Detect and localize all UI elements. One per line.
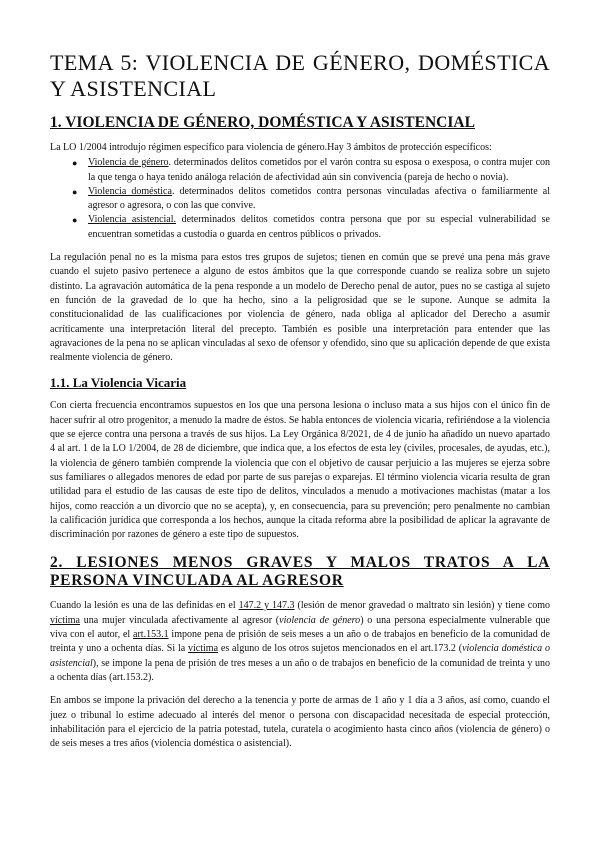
victim-term: víctima bbox=[188, 643, 219, 655]
text-run: impone pena de prisión de seis meses a un año o de trabajos en beneficio de la comunidad de treinta y uno a ochenta días. Si la bbox=[50, 629, 550, 655]
bullet-text: determinados delitos cometidos contra persona que por su especial vulnerabilidad se encuentran sometidas a custodia o guarda en centros públicos o privados. bbox=[88, 214, 550, 240]
text-run: Cuando la lesión es una de las definidas en el bbox=[50, 600, 239, 612]
section-1-intro: La LO 1/2004 introdujo régimen específico para violencia de género.Hay 3 ámbitos de protección específicos: bbox=[50, 142, 492, 153]
bullet-icon: ● bbox=[72, 215, 78, 226]
section-1-1-paragraph: Con cierta frecuencia encontramos supuestos en los que una persona lesiona o incluso mata a sus hijos con el único fin de hacer sufrir al otro progenitor, a menudo la madre de éstos. Se habla entonces de violencia vicaria, refiriéndose a la violencia que se ejerce contra una persona a través de sus hijos. La Ley Orgánica 8/2021, de 4 de junio ha añadido un nuevo apartado 4 al art. 1 de la LO 1/2004, de 28 de diciembre, que indica que, a los efectos de esta ley (civiles, procesales, de ayudas, etc.), la violencia de género también comprende la violencia que con el objetivo de causar perjuicio a las mujeres se ejerza sobre sus familiares o allegados menores de edad por parte de sus parejas o exparejas. El término violencia vicaria resulta de gran utilidad para el estudio de las causas de este tipo de delitos, vinculados a menudo a motivaciones machistas (matar a los hijos, como reacción a un divorcio que no se acepta), y, en consecuencia, para su prevención; pero penalmente no cambian la calificación jurídica que corresponda a los hechos, aunque la citada reforma abre la posibilidad de aplicar la agravante de discriminación por razones de género a este tipo de supuestos. bbox=[50, 400, 550, 541]
bullet-icon: ● bbox=[72, 158, 78, 169]
text-run: ), se impone la pena de prisión de tres meses a un año o de trabajos en beneficio de la comunidad de treinta y uno a ochenta días (art.153.2). bbox=[50, 657, 550, 683]
section-1-paragraph: La regulación penal no es la misma para estos tres grupos de sujetos; tienen en común que se prevé una pena más grave cuando el sujeto pasivo pertenece a alguno de estos ámbitos que la que corresponde cuando se realiza sobre un sujeto distinto. La agravación automática de la pena responde a un modelo de Derecho penal de autor, pues no se castiga al sujeto en función de la gravedad de lo que ha hecho, sino a la peligrosidad que se le supone. Aunque se admita la constitucionalidad de las cualificaciones por violencia de género, nada obliga al aplicador del Derecho a asumir acríticamente una interpretación literal del precepto. También es posible una interpretación para entender que las agravaciones de la pena no se aplican vinculadas al sexo de ofensor y ofendido, sino que su aplicación depende de que exista realmente violencia de género. bbox=[50, 252, 550, 364]
document-title: TEMA 5: VIOLENCIA DE GÉNERO, DOMÉSTICA Y ASISTENCIAL bbox=[50, 50, 550, 101]
bullet-term: Violencia asistencial. bbox=[88, 214, 176, 226]
section-1-heading: 1. VIOLENCIA DE GÉNERO, DOMÉSTICA Y ASISTENCIAL bbox=[50, 114, 475, 131]
italic-term: violencia doméstica o asistencial bbox=[50, 643, 550, 669]
text-run: una mujer vinculada afectivamente al agresor ( bbox=[80, 614, 280, 626]
text-run: es alguno de los otros sujetos mencionados en el art.173.2 ( bbox=[218, 643, 463, 655]
victim-term: víctima bbox=[50, 614, 80, 626]
list-item bbox=[72, 213, 550, 242]
article-reference: 147.2 y 147.3 bbox=[238, 600, 295, 612]
section-2-paragraph-2: En ambos se impone la privación del derecho a la tenencia y porte de armas de 1 año y 1 día a 3 años, así como, cuando el juez o tribunal lo estime adecuado al interés del menor o persona con discapacidad necesitada de especial protección, inhabilitación para el ejercicio de la patria potestad, tutela, curatela o acogimiento hasta cinco años (violencia de género) o de seis meses a tres años (violencia doméstica o asistencial). bbox=[50, 695, 550, 750]
bullet-text: . determinados delitos cometidos por el varón contra su esposa o exesposa, o contra mujer con la que tenga o haya tenido análoga relación de afectividad aún sin convivencia (pareja de hecho o novia). bbox=[88, 157, 551, 183]
bullet-text: . determinados delitos cometidos contra personas vinculadas afectiva o familiarmente al agresor o agresora, o con las que convive. bbox=[88, 185, 550, 212]
protection-areas-list bbox=[50, 156, 550, 242]
section-2-paragraph-1 bbox=[50, 599, 550, 685]
article-reference: art.153.1 bbox=[133, 629, 169, 641]
section-2-heading: 2. LESIONES MENOS GRAVES Y MALOS TRATOS A LA PERSONA VINCULADA AL AGRESOR bbox=[50, 554, 550, 590]
italic-term: violencia de género bbox=[279, 614, 361, 626]
section-1-1-heading: 1.1. La Violencia Vicaria bbox=[50, 375, 187, 391]
bullet-term: Violencia de género bbox=[88, 157, 169, 169]
bullet-icon: ● bbox=[72, 186, 78, 197]
list-item bbox=[72, 185, 550, 214]
text-run: (lesión de menor gravedad o maltrato sin lesión) y tiene como bbox=[294, 600, 550, 612]
text-run: ) o una persona especialmente vulnerable que viva con el autor, el bbox=[50, 614, 550, 641]
list-item bbox=[72, 156, 551, 185]
bullet-term: Violencia doméstica bbox=[88, 185, 172, 197]
